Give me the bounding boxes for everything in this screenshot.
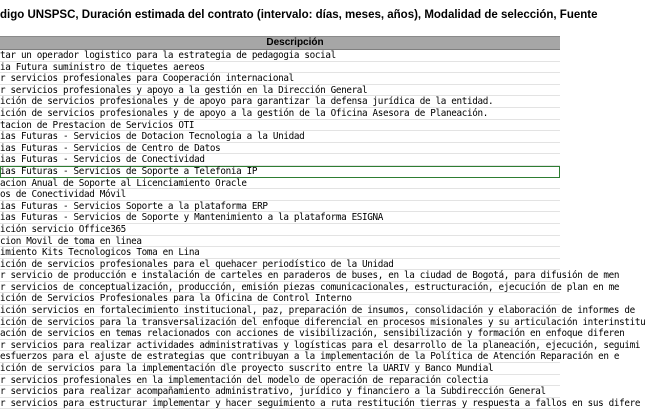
cell-description[interactable]: r servicios profesionales en la implementación del modelo de operación de reparación colectia bbox=[0, 374, 488, 386]
table-row[interactable] bbox=[0, 247, 560, 259]
cell-description[interactable]: ición servicios en fortalecimiento institucional, paz, preparación de insumos, consolidación y elaboración de informes de bbox=[0, 305, 635, 317]
cell-description[interactable]: ición de servicios para la implementación dle proyecto suscrito entre la UARIV y Banco Mundial bbox=[0, 363, 494, 375]
cell-description[interactable]: r servicios profesionales y apoyo a la gestión en la Dirección General bbox=[0, 84, 368, 96]
description-rows bbox=[0, 50, 645, 409]
table-row[interactable] bbox=[0, 62, 560, 74]
cell-description[interactable]: ición de servicios profesionales para el quehacer periodístico de la Unidad bbox=[0, 258, 394, 270]
cell-description[interactable]: ición servicio Office365 bbox=[0, 223, 126, 235]
cell-description[interactable]: imiento Kits Tecnologicos Toma en Lina bbox=[0, 247, 200, 259]
cell-description[interactable]: ición de servicios profesionales y de apoyo a la gestión de la Oficina Asesora de Planeación. bbox=[0, 107, 488, 119]
table-row[interactable] bbox=[0, 73, 560, 85]
table-row[interactable] bbox=[0, 143, 560, 155]
cell-description[interactable]: cion Movil de toma en linea bbox=[0, 235, 142, 247]
table-row[interactable] bbox=[0, 270, 620, 282]
column-title-header bbox=[0, 0, 598, 36]
cell-description[interactable]: ición de Servicios Profesionales para la Oficina de Control Interno bbox=[0, 293, 352, 305]
description-header-label: Descripción bbox=[266, 37, 324, 48]
table-row[interactable] bbox=[0, 339, 641, 352]
table-row[interactable] bbox=[0, 316, 645, 329]
table-row[interactable] bbox=[0, 293, 560, 305]
cell-description[interactable]: ias Futuras - Servicios Soporte a la plataforma ERP bbox=[0, 200, 268, 212]
cell-description[interactable]: ias Futuras - Servicios de Soporte a Telefonia IP bbox=[0, 165, 258, 177]
table-row[interactable] bbox=[0, 363, 560, 375]
table-row[interactable] bbox=[0, 375, 560, 387]
cell-description[interactable]: ias Futuras - Servicios de Conectividad bbox=[0, 154, 205, 166]
table-row[interactable] bbox=[0, 189, 560, 201]
cell-description[interactable]: esfuerzos para el ajuste de estrategias que contribuyan a la implementación de la Política de Atención Reparación en e bbox=[0, 351, 620, 363]
cell-description[interactable]: r servicio de producción e instalación de carteles en paraderos de buses, en la ciudad de Bogotá, para difusión de men bbox=[0, 270, 620, 282]
cell-description[interactable]: os de Conectividad Móvil bbox=[0, 189, 126, 201]
table-row[interactable] bbox=[0, 212, 560, 224]
table-row[interactable] bbox=[0, 386, 560, 398]
cell-description[interactable]: r servicios para realizar acompañamiento administrativo, jurídico y financiero a la Subdirección General bbox=[0, 386, 546, 398]
cell-description[interactable]: ias Futuras - Servicios de Dotacion Tecnologia a la Unidad bbox=[0, 131, 305, 143]
cell-description[interactable]: tar un operador logistico para la estrategia de pedagogia social bbox=[0, 50, 336, 61]
table-row[interactable] bbox=[0, 120, 560, 132]
cell-description[interactable]: ación de servicios en temas relacionados con acciones de visibilización, sensibilización y formación en enfoque diferen bbox=[0, 328, 625, 340]
table-row[interactable] bbox=[0, 154, 560, 166]
table-row[interactable] bbox=[0, 50, 560, 62]
column-title-text: digo UNSPSC, Duración estimada del contrato (intervalo: días, meses, años), Modalidad de selección, Fuente bbox=[0, 9, 598, 21]
table-row[interactable] bbox=[0, 178, 560, 190]
table-row[interactable] bbox=[0, 397, 641, 410]
table-row[interactable] bbox=[0, 85, 560, 97]
table-row[interactable] bbox=[0, 351, 620, 363]
table-row-selected[interactable] bbox=[0, 166, 560, 178]
table-row[interactable] bbox=[0, 201, 560, 213]
table-row[interactable] bbox=[0, 236, 560, 248]
table-row[interactable] bbox=[0, 259, 560, 271]
cell-description[interactable]: ición de servicios para la transversalización del enfoque diferencial en procesos misionales y su articulación interinstitu bbox=[0, 316, 645, 328]
cell-description[interactable]: r servicios para estructurar implementar y hacer seguimiento a ruta restitución tierras y respuesta a fallos en sus difere bbox=[0, 397, 641, 409]
description-column-header[interactable] bbox=[0, 36, 560, 50]
table-row[interactable] bbox=[0, 281, 620, 294]
cell-description[interactable]: r servicios para realizar actividades administrativas y logísticas para el desarrollo de la planeación, ejecución, seguimi bbox=[0, 339, 641, 351]
table-row[interactable] bbox=[0, 305, 635, 317]
cell-description[interactable]: ias Futuras - Servicios de Soporte y Mantenimiento a la plataforma ESIGNA bbox=[0, 212, 384, 224]
cell-description[interactable]: ia Futura suministro de tiquetes aereos bbox=[0, 61, 205, 73]
cell-description[interactable]: tacion de Prestacion de Servicios OTI bbox=[0, 119, 195, 131]
table-row[interactable] bbox=[0, 108, 560, 120]
table-row[interactable] bbox=[0, 96, 560, 108]
table-row[interactable] bbox=[0, 131, 560, 143]
cell-description[interactable]: ias Futuras - Servicios de Centro de Datos bbox=[0, 142, 221, 154]
cell-description[interactable]: acion Anual de Soporte al Licenciamiento Oracle bbox=[0, 177, 247, 189]
cell-description[interactable]: ición de servicios profesionales y de apoyo para garantizar la defensa jurídica de la entidad. bbox=[0, 96, 494, 108]
cell-description[interactable]: r servicios profesionales para Cooperación internacional bbox=[0, 73, 294, 85]
table-row[interactable] bbox=[0, 224, 560, 236]
table-row[interactable] bbox=[0, 328, 625, 340]
cell-description[interactable]: r servicios de conceptualización, producción, emisión piezas comunicacionales, estructuración, ejecución de plan en me bbox=[0, 281, 620, 293]
